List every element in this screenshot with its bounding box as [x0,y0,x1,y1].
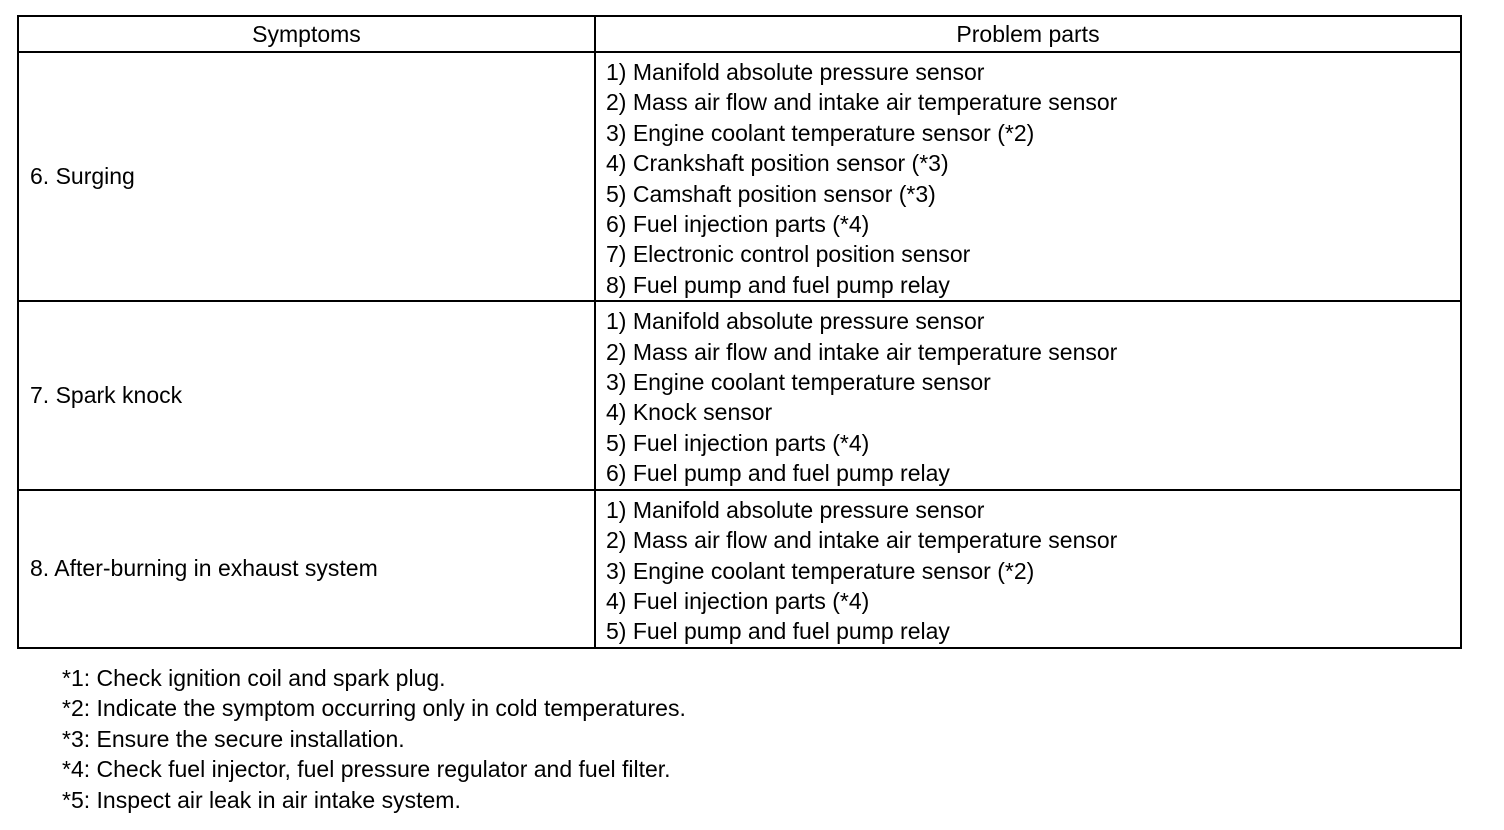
part-item: 3) Engine coolant temperature sensor (*2) [606,119,1035,146]
part-item: 1) Manifold absolute pressure sensor [606,496,985,523]
part-item: 2) Mass air flow and intake air temperature sensor [606,338,1118,365]
part-item: 3) Engine coolant temperature sensor (*2) [606,557,1035,584]
parts-list-after-burning [595,490,1461,648]
part-item: 4) Crankshaft position sensor (*3) [606,150,949,177]
part-item: 6) Fuel pump and fuel pump relay [606,460,950,487]
table-row [18,490,1461,648]
part-item: 5) Camshaft position sensor (*3) [606,180,936,207]
table-header-row [18,16,1461,52]
symptom-after-burning: 8. After-burning in exhaust system [18,490,595,648]
part-item: 5) Fuel injection parts (*4) [606,429,870,456]
part-item: 1) Manifold absolute pressure sensor [606,59,985,85]
footnote-5: *5: Inspect air leak in air intake system. [62,786,461,813]
part-item: 8) Fuel pump and fuel pump relay [606,271,950,298]
part-item: 4) Fuel injection parts (*4) [606,587,870,614]
part-item: 6) Fuel injection parts (*4) [606,211,870,238]
footnotes [62,663,686,815]
table-row [18,301,1461,489]
part-item: 1) Manifold absolute pressure sensor [606,308,985,335]
footnote-4: *4: Check fuel injector, fuel pressure regulator and fuel filter. [62,756,671,783]
header-symptoms: Symptoms [18,16,595,52]
footnote-3: *3: Ensure the secure installation. [62,725,405,752]
parts-list-spark-knock [595,301,1461,489]
symptom-surging: 6. Surging [18,52,595,301]
part-item: 7) Electronic control position sensor [606,241,971,268]
part-item: 5) Fuel pump and fuel pump relay [606,618,950,645]
footnote-1: *1: Check ignition coil and spark plug. [62,665,446,691]
header-problem-parts: Problem parts [595,16,1461,52]
symptom-parts-table [17,15,1462,649]
footnote-2: *2: Indicate the symptom occurring only in cold temperatures. [62,695,686,722]
part-item: 3) Engine coolant temperature sensor [606,369,991,396]
parts-list-surging [595,52,1461,301]
part-item: 2) Mass air flow and intake air temperature sensor [606,89,1118,116]
table-row [18,52,1461,301]
part-item: 4) Knock sensor [606,399,773,426]
part-item: 2) Mass air flow and intake air temperature sensor [606,527,1118,554]
symptom-spark-knock: 7. Spark knock [18,301,595,489]
